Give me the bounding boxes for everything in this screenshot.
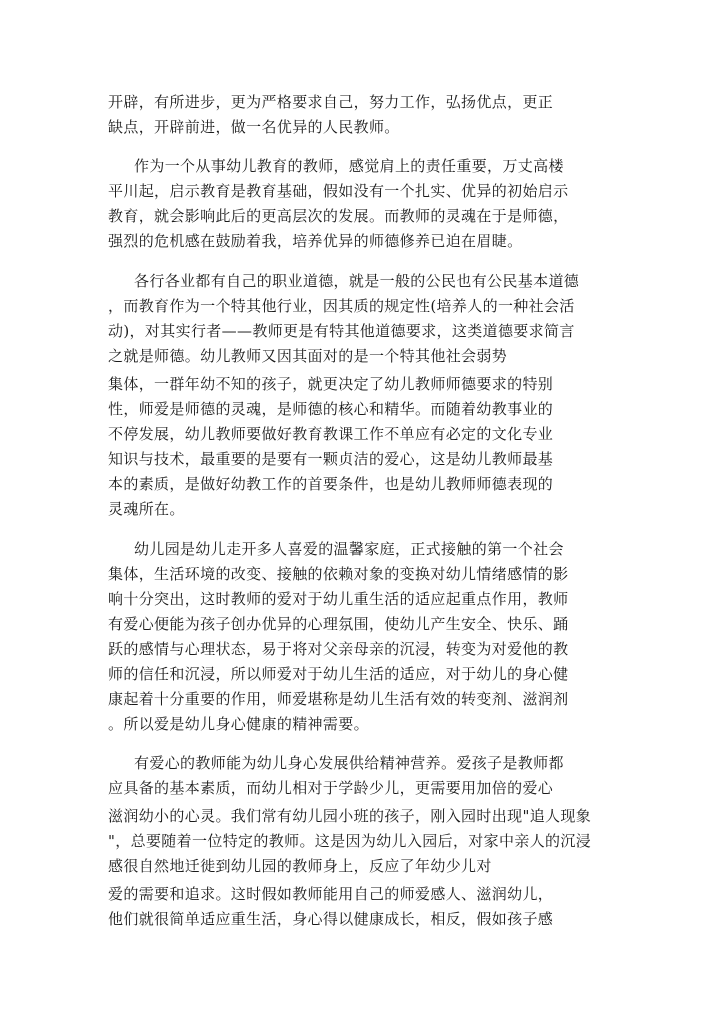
text-line: 康起着十分重要的作用，师爱堪称是幼儿生活有效的转变剂、滋润剂 — [108, 690, 569, 708]
text-line: 师的信任和沉浸，所以师爱对于幼儿生活的适应，对于幼儿的身心健 — [108, 665, 569, 683]
text-line: 不停发展，幼儿教师要做好教育教课工作不单应有必定的文化专业 — [108, 425, 554, 443]
text-line: 他们就很简单适应重生活，身心得以健康成长，相反，假如孩子感 — [108, 910, 554, 928]
text-line: 平川起，启示教育是教育基础，假如没有一个扎实、优异的初始启示 — [108, 182, 569, 200]
text-line: ，而教育作为一个特其他行业，因其质的规定性(培养人的一种社会活 — [108, 297, 575, 315]
text-line: 缺点，开辟前进，做一名优异的人民教师。 — [108, 118, 400, 136]
text-line: 灵魂所在。 — [108, 500, 185, 518]
text-line: 开辟，有所进步，更为严格要求自己，努力工作，弘扬优点，更正 — [108, 93, 554, 111]
text-line: 性，师爱是师德的灵魂，是师德的核心和精华。而随着幼教事业的 — [108, 400, 554, 418]
text-line: 集体，生活环境的改变、接触的依赖对象的变换对幼儿情绪感情的影 — [108, 565, 569, 583]
text-line: 集体，一群年幼不知的孩子，就更决定了幼儿教师师德要求的特别 — [108, 375, 554, 393]
text-line: 滋润幼小的心灵。我们常有幼儿园小班的孩子，刚入园时出现"追人现象 — [108, 807, 592, 825]
text-line: 。所以爱是幼儿身心健康的精神需要。 — [108, 715, 369, 733]
text-line: 爱的需要和追求。这时假如教师能用自己的师爱感人、滋润幼儿， — [108, 885, 554, 903]
text-line: "，总要随着一位特定的教师。这是因为幼儿入园后，对家中亲人的沉浸 — [108, 832, 592, 850]
text-line: 之就是师德。幼儿教师又因其面对的是一个特其他社会弱势 — [108, 347, 508, 365]
text-line: 有爱心的教师能为幼儿身心发展供给精神营养。爱孩子是教师都 — [134, 754, 564, 772]
text-line: 有爱心便能为孩子创办优异的心理氛围，使幼儿产生安全、快乐、踊 — [108, 615, 569, 633]
text-line: 教育，就会影响此后的更高层次的发展。而教师的灵魂在于是师德， — [108, 207, 569, 225]
text-line: 响十分突出，这时教师的爱对于幼儿重生活的适应起重点作用，教师 — [108, 590, 569, 608]
text-line: 动)，对其实行者——教师更是有特其他道德要求，这类道德要求简言 — [108, 322, 575, 340]
text-line: 感很自然地迁徙到幼儿园的教师身上，反应了年幼少儿对 — [108, 857, 492, 875]
text-line: 应具备的基本素质，而幼儿相对于学龄少儿，更需要用加倍的爱心 — [108, 779, 554, 797]
text-line: 跃的感情与心理状态，易于将对父亲母亲的沉浸，转变为对爱他的教 — [108, 640, 569, 658]
text-line: 知识与技术，最重要的是要有一颗贞洁的爱心，这是幼儿教师最基 — [108, 450, 554, 468]
text-line: 幼儿园是幼儿走开多人喜爱的温馨家庭，正式接触的第一个社会 — [134, 540, 564, 558]
text-line: 作为一个从事幼儿教育的教师，感觉肩上的责任重要，万丈高楼 — [134, 157, 564, 175]
text-line: 强烈的危机感在鼓励着我，培养优异的师德修养已迫在眉睫。 — [108, 232, 523, 250]
text-line: 各行各业都有自己的职业道德，就是一般的公民也有公民基本道德 — [134, 272, 580, 290]
text-line: 本的素质，是做好幼教工作的首要条件，也是幼儿教师师德表现的 — [108, 475, 554, 493]
